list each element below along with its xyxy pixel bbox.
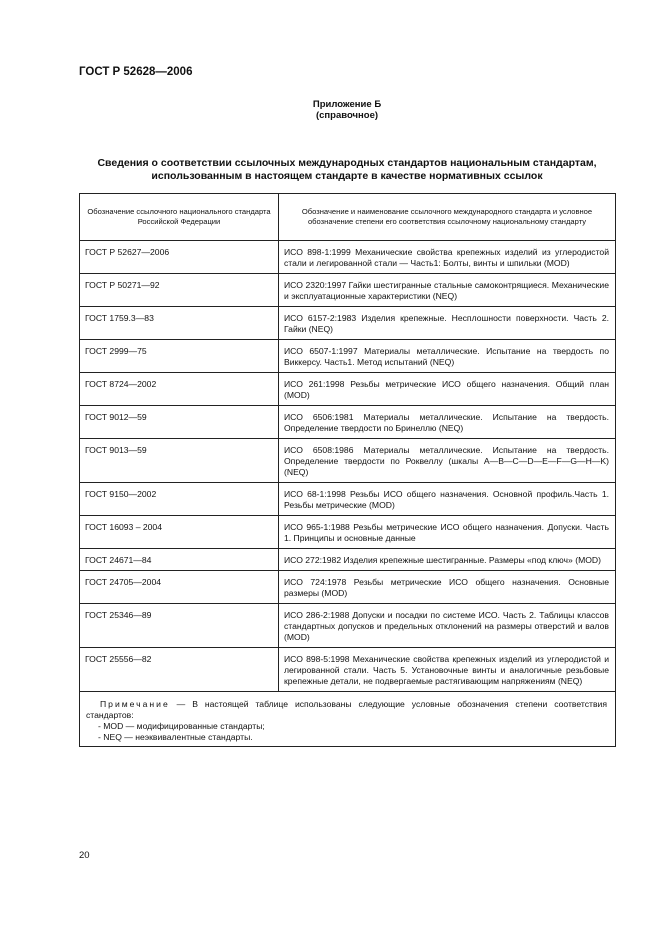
national-standard-cell: ГОСТ 24705—2004 [80,571,279,604]
international-standard-cell: ИСО 261:1998 Резьбы метрические ИСО общего назначения. Общий план (MOD) [279,373,616,406]
national-standard-cell: ГОСТ Р 52627—2006 [80,241,279,274]
table-row [80,571,616,604]
international-standard-cell: ИСО 272:1982 Изделия крепежные шестигранные. Размеры «под ключ» (MOD) [279,549,616,571]
national-standard-cell: ГОСТ 1759.3—83 [80,307,279,340]
appendix-title: Приложение Б [312,99,382,110]
document-code: ГОСТ Р 52628—2006 [79,66,193,78]
international-standard-cell: ИСО 898-5:1998 Механические свойства крепежных изделий из углеродистой и легированной стали. Часть 5. Установочные винты и аналогичные резьбовые крепежные детали, не подвергаемые растягивающим напряжениям (NEQ) [279,648,616,692]
national-standard-cell: ГОСТ 8724—2002 [80,373,279,406]
international-standard-cell: ИСО 6157-2:1983 Изделия крепежные. Несплошности поверхности. Часть 2. Гайки (NEQ) [279,307,616,340]
table-row [80,549,616,571]
international-standard-cell: ИСО 68-1:1998 Резьбы ИСО общего назначения. Основной профиль.Часть 1. Резьбы метрические (MOD) [279,483,616,516]
note-text: — В настоящей таблице использованы следующие условные обозначения степени соответствия стандартов: [86,699,607,720]
appendix-block [0,99,661,121]
section-heading [79,157,615,183]
national-standard-cell: ГОСТ 16093 – 2004 [80,516,279,549]
national-standard-cell: ГОСТ Р 50271—92 [80,274,279,307]
standards-table [79,193,616,747]
appendix-subtitle: (справочное) [315,110,379,121]
note-label: Примечание [100,699,170,709]
table-row [80,483,616,516]
national-standard-cell: ГОСТ 24671—84 [80,549,279,571]
column-header-national: Обозначение ссылочного национального стандарта Российской Федерации [80,194,279,241]
national-standard-cell: ГОСТ 2999—75 [80,340,279,373]
table-row [80,648,616,692]
international-standard-cell: ИСО 6507-1:1997 Материалы металлические. Испытание на твердость по Виккерсу. Часть1. Метод испытаний (NEQ) [279,340,616,373]
note-cell [80,692,616,747]
note-row [80,692,616,747]
international-standard-cell: ИСО 2320:1997 Гайки шестигранные стальные самоконтрящиеся. Механические и эксплуатационные характеристики (NEQ) [279,274,616,307]
table-body [80,241,616,692]
international-standard-cell: ИСО 965-1:1988 Резьбы метрические ИСО общего назначения. Допуски. Часть 1. Принципы и основные данные [279,516,616,549]
international-standard-cell: ИСО 286-2:1988 Допуски и посадки по системе ИСО. Часть 2. Таблицы классов стандартных допусков и предельных отклонений на размеры отверстий и валов (MOD) [279,604,616,648]
table-row [80,439,616,483]
note-item-mod: - MOD — модифицированные стандарты; [98,721,265,731]
table-row [80,307,616,340]
national-standard-cell: ГОСТ 9012—59 [80,406,279,439]
international-standard-cell: ИСО 6506:1981 Материалы металлические. Испытание на твердость. Определение твердости по Бринеллю (NEQ) [279,406,616,439]
table-header-row [80,194,616,241]
table-row [80,604,616,648]
table-row [80,241,616,274]
note-item-neq: - NEQ — неэквивалентные стандарты. [98,732,253,742]
table-row [80,340,616,373]
national-standard-cell: ГОСТ 9150—2002 [80,483,279,516]
national-standard-cell: ГОСТ 25346—89 [80,604,279,648]
column-header-international: Обозначение и наименование ссылочного международного стандарта и условное обозначение степени его соответствия ссылочному национальному стандарту [279,194,616,241]
table-row [80,373,616,406]
national-standard-cell: ГОСТ 9013—59 [80,439,279,483]
table-row [80,516,616,549]
national-standard-cell: ГОСТ 25556—82 [80,648,279,692]
note-line [86,699,607,721]
section-heading-line-1: Сведения о соответствии ссылочных международных стандартов национальным стандартам, [97,157,597,169]
section-heading-line-2: использованным в настоящем стандарте в качестве нормативных ссылок [151,170,543,182]
page-number: 20 [79,850,90,861]
international-standard-cell: ИСО 898-1:1999 Механические свойства крепежных изделий из углеродистой стали и легированной стали — Часть1: Болты, винты и шпильки (MOD) [279,241,616,274]
international-standard-cell: ИСО 6508:1986 Материалы металлические. Испытание на твердость. Определение твердости по Роквеллу (шкалы A—B—C—D—E—F—G—H—K) (NEQ) [279,439,616,483]
table-row [80,406,616,439]
international-standard-cell: ИСО 724:1978 Резьбы метрические ИСО общего назначения. Основные размеры (MOD) [279,571,616,604]
table-row [80,274,616,307]
